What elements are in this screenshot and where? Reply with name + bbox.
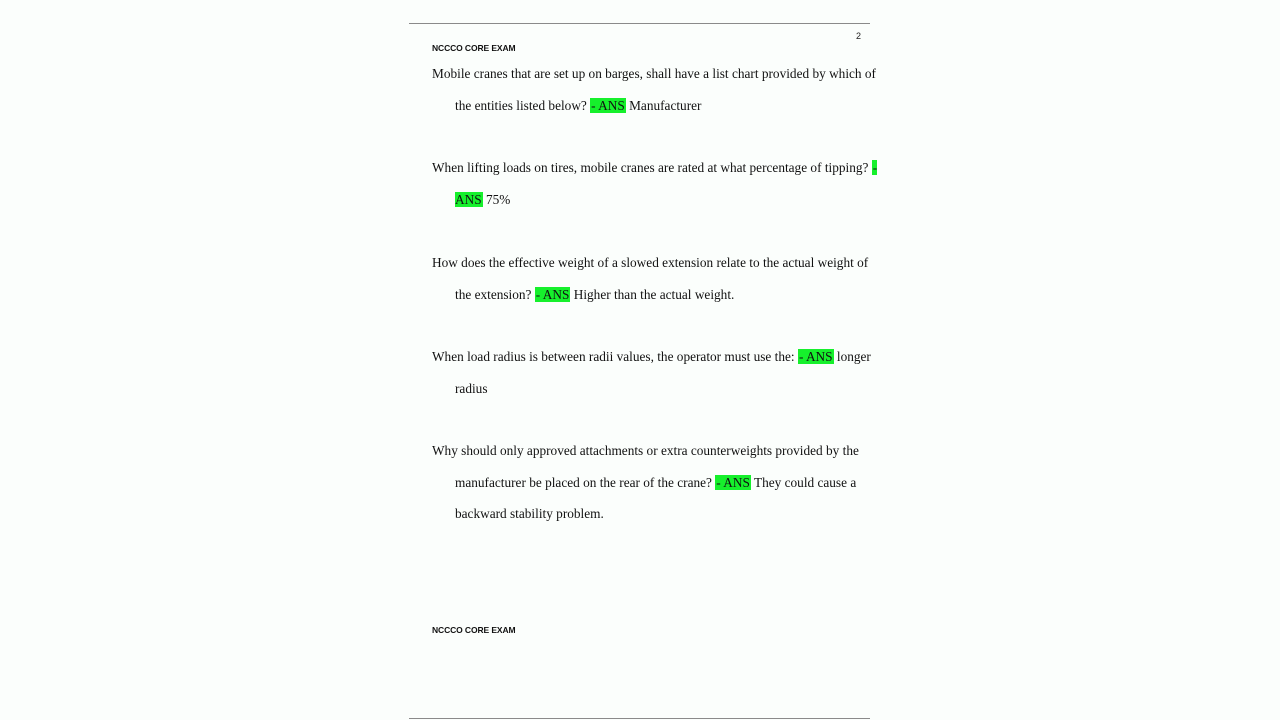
page-number: 2 (856, 31, 862, 41)
answer-text: Higher than the actual weight. (573, 286, 735, 302)
question-text: Mobile cranes that are set up on barges, shall have a list chart provided by which of the entities listed below? (432, 66, 876, 113)
question-text: When load radius is between radii values, the operator must use the: (432, 349, 795, 364)
answer-text: 75% (485, 191, 511, 207)
question-text: Why should only approved attachments or extra counterweights provided by the manufacturer be placed on the rear of the crane? (432, 443, 859, 490)
running-header: NCCCO CORE EXAM (432, 43, 516, 53)
qa-item (432, 341, 885, 404)
answer-text: They could cause a backward stability problem. (455, 474, 857, 521)
page-bottom-border (409, 718, 870, 719)
qa-item (432, 58, 885, 121)
question-text: How does the effective weight of a slowed extension relate to the actual weight of the extension? (432, 255, 869, 302)
qa-item (432, 435, 885, 530)
question-text: When lifting loads on tires, mobile cranes are rated at what percentage of tipping? (432, 160, 869, 175)
answer-text: longer radius (455, 349, 871, 396)
qa-item (432, 152, 885, 215)
answer-text: Manufacturer (629, 97, 702, 113)
answer-marker: - ANS (716, 474, 750, 490)
answer-marker: - ANS (798, 349, 833, 364)
page-top-border (409, 23, 870, 24)
answer-marker: - ANS (535, 286, 570, 302)
answer-marker: - ANS (455, 160, 878, 207)
qa-item (432, 247, 885, 310)
answer-marker: - ANS (591, 97, 625, 113)
running-footer: NCCCO CORE EXAM (432, 625, 516, 635)
